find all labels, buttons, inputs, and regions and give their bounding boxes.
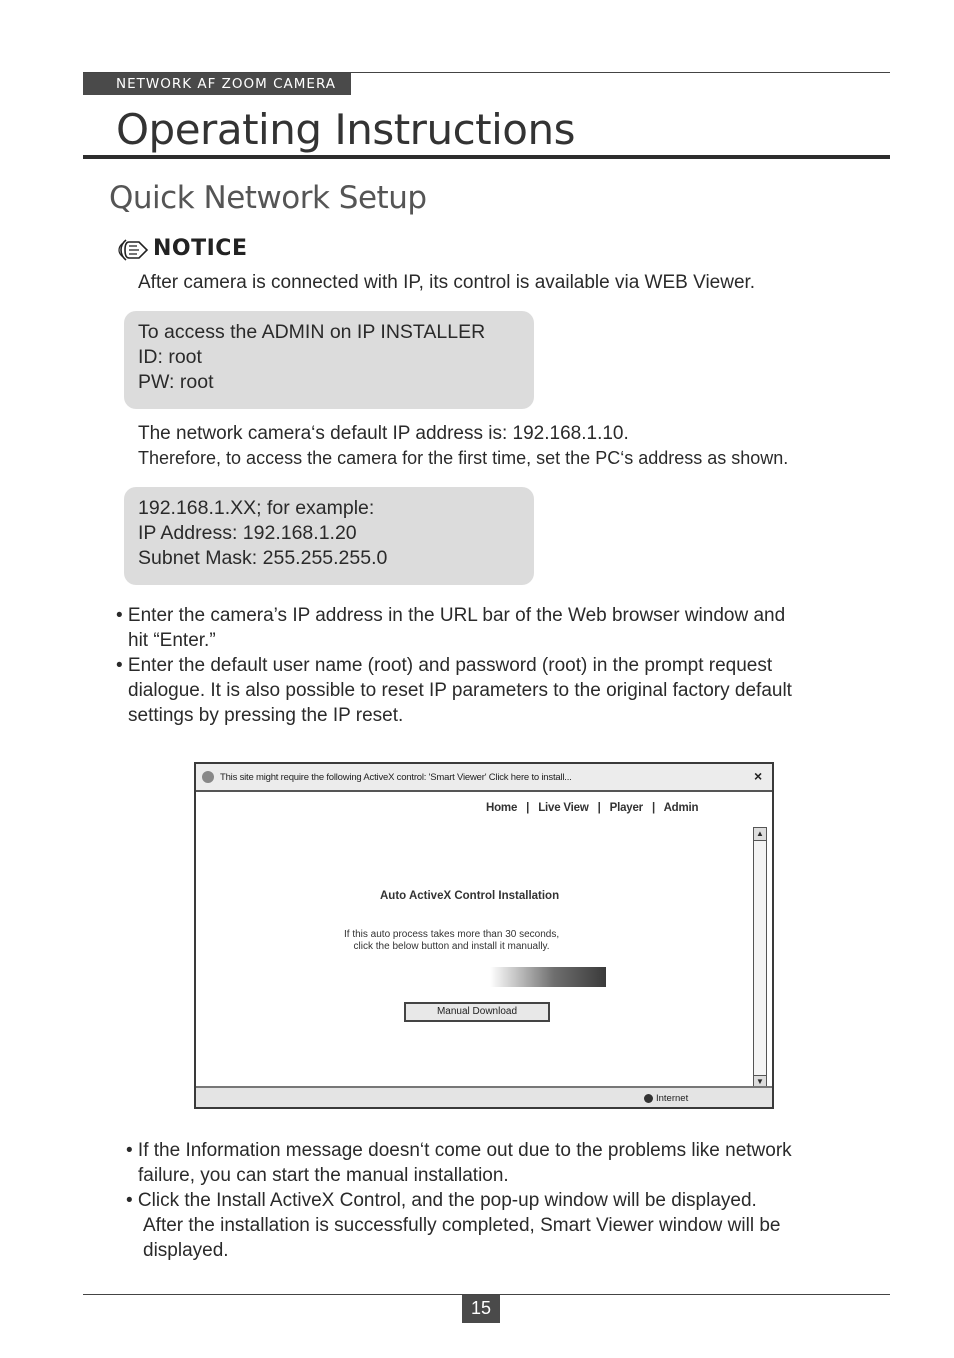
install-description: [344, 929, 559, 953]
bullet-info-message: • If the Information message doesn‘t come out due to the problems like network: [126, 1140, 792, 1161]
admin-line-1: To access the ADMIN on IP INSTALLER: [138, 321, 486, 343]
status-zone-text: Internet: [656, 1093, 689, 1104]
nav-home[interactable]: Home: [486, 802, 518, 814]
notice-label: NOTICE: [153, 236, 248, 261]
page-number: 15: [462, 1295, 500, 1323]
bullet-default-user: • Enter the default user name (root) and password (root) in the prompt request: [116, 655, 773, 676]
nav-player[interactable]: Player: [609, 802, 643, 814]
bullet-enter-ip: • Enter the camera’s IP address in the URL bar of the Web browser window and: [116, 605, 786, 626]
install-heading: Auto ActiveX Control Installation: [380, 890, 560, 902]
globe-icon: [644, 1094, 653, 1103]
bullet-install-activex: • Click the Install ActiveX Control, and the pop-up window will be displayed.: [126, 1190, 757, 1211]
close-icon[interactable]: ×: [754, 768, 763, 784]
info-bar-text: This site might require the following ActiveX control: 'Smart Viewer' Click here to install...: [220, 772, 572, 783]
viewer-nav: [486, 802, 698, 814]
nav-live-view[interactable]: Live View: [538, 802, 589, 814]
bullet-enter-ip-cont: hit “Enter.”: [128, 630, 216, 651]
title-rule: [83, 155, 890, 159]
section-title: Quick Network Setup: [109, 180, 427, 216]
nav-admin[interactable]: Admin: [663, 802, 699, 814]
bullet-install-activex-cont2: displayed.: [143, 1240, 229, 1261]
nav-separator: |: [526, 802, 530, 814]
admin-info-box: [124, 311, 534, 409]
product-tag: NETWORK AF ZOOM CAMERA: [83, 73, 351, 95]
scrollbar[interactable]: [753, 827, 767, 1089]
intro-text: After camera is connected with IP, its control is available via WEB Viewer.: [138, 272, 756, 293]
manual-download-button[interactable]: Manual Download: [404, 1002, 550, 1022]
example-line-1: 192.168.1.XX; for example:: [138, 497, 375, 519]
scroll-up-icon[interactable]: ▲: [753, 827, 767, 841]
admin-line-3: PW: root: [138, 371, 214, 393]
notice-hand-icon: [117, 236, 149, 264]
bullet-default-user-cont: dialogue. It is also possible to reset IP parameters to the original factory default: [128, 680, 792, 701]
activex-screenshot: [194, 762, 774, 1109]
browser-status-bar: [196, 1086, 772, 1107]
pc-address-text: Therefore, to access the camera for the first time, set the PC‘s address as shown.: [138, 448, 789, 468]
activex-info-bar[interactable]: [196, 764, 772, 792]
install-desc-line-1: If this auto process takes more than 30 seconds,: [344, 929, 560, 940]
scroll-down-icon[interactable]: ▼: [753, 1075, 767, 1089]
ip-example-box: [124, 487, 534, 585]
nav-separator: |: [597, 802, 601, 814]
example-line-2: IP Address: 192.168.1.20: [138, 522, 357, 544]
example-line-3: Subnet Mask: 255.255.255.0: [138, 547, 388, 569]
admin-line-2: ID: root: [138, 346, 202, 368]
nav-separator: |: [651, 802, 655, 814]
bullet-default-user-cont2: settings by pressing the IP reset.: [128, 705, 404, 726]
default-ip-text: The network camera‘s default IP address is: 192.168.1.10.: [138, 423, 629, 444]
doc-title: Operating Instructions: [116, 105, 575, 154]
bullet-info-message-cont: failure, you can start the manual installation.: [138, 1165, 509, 1186]
shield-icon: [202, 771, 214, 783]
bullet-install-activex-cont: After the installation is successfully completed, Smart Viewer window will be: [143, 1215, 781, 1236]
install-progress-bar: [490, 967, 606, 987]
install-desc-line-2: click the below button and install it manually.: [353, 941, 550, 952]
